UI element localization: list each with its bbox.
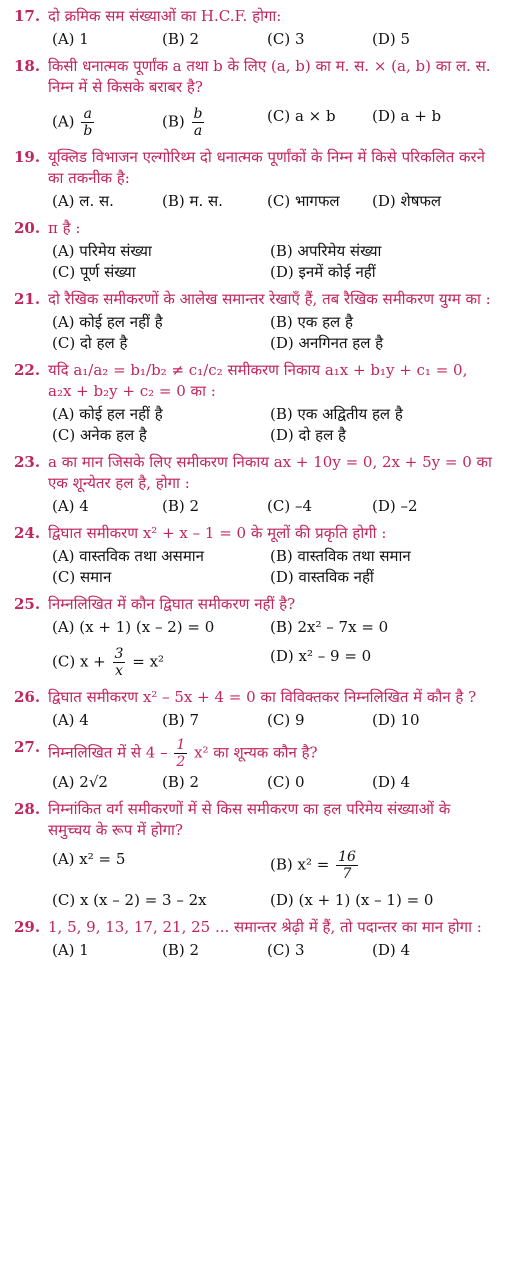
option-b[interactable]: (B) एक हल है	[270, 313, 353, 331]
question-22	[14, 360, 495, 446]
question-text: यूक्लिड विभाजन एल्गोरिथ्म दो धनात्मक पूर्णांकों के निम्न में किसे परिकलित करने का तकनीक है:	[48, 148, 485, 187]
option-c[interactable]: (C) अनेक हल है	[52, 426, 147, 444]
option-b[interactable]: (B) 2	[162, 497, 200, 515]
question-text: निम्नांकित वर्ग समीकरणों में से किस समीकरण का हल परिमेय संख्याओं के समुच्चय के रूप में होगा?	[48, 800, 451, 839]
question-29	[14, 917, 495, 961]
option-label: (A)	[52, 112, 75, 131]
ratio-condition: a₁/a₂ = b₁/b₂ ≠ c₁/c₂	[73, 361, 223, 379]
option-a[interactable]: (A) 4	[52, 711, 89, 729]
option-b[interactable]: (B) 2	[162, 941, 200, 959]
question-18	[14, 56, 495, 139]
question-20	[14, 218, 495, 283]
question-text: निम्नलिखित में कौन द्विघात समीकरण नहीं है?	[48, 595, 296, 613]
question-25	[14, 594, 495, 679]
question-26	[14, 687, 495, 731]
option-b[interactable]: (B) अपरिमेय संख्या	[270, 242, 382, 260]
option-b[interactable]: (B) 2	[162, 30, 200, 48]
question-text: π है :	[48, 219, 81, 237]
option-a[interactable]: (A) परिमेय संख्या	[52, 242, 152, 260]
option-b[interactable]: (B) म. स.	[162, 192, 223, 210]
option-d[interactable]: (D) 4	[372, 941, 411, 959]
option-c[interactable]: (C) –4	[267, 497, 312, 515]
question-text	[48, 360, 495, 402]
option-c[interactable]: (C) x (x – 2) = 3 – 2x	[52, 891, 207, 909]
option-d[interactable]: (D) x² – 9 = 0	[270, 647, 372, 665]
numerator: b	[193, 106, 203, 122]
option-c[interactable]: (C) पूर्ण संख्या	[52, 263, 136, 281]
question-28	[14, 799, 495, 911]
question-21	[14, 289, 495, 354]
question-number: 23.	[14, 453, 41, 471]
question-number: 22.	[14, 361, 41, 379]
question-number: 29.	[14, 918, 41, 936]
option-a[interactable]: (A) 1	[52, 30, 89, 48]
option-label: (B) x² =	[270, 855, 330, 874]
option-d[interactable]: (D) 5	[372, 30, 411, 48]
question-27	[14, 737, 495, 793]
option-c[interactable]: (C) 0	[267, 773, 305, 791]
question-19	[14, 147, 495, 212]
option-c[interactable]: (C) 3	[267, 941, 305, 959]
option-b[interactable]: (B) एक अद्वितीय हल है	[270, 405, 403, 423]
option-d[interactable]: (D) अनगिनत हल है	[270, 334, 384, 352]
fraction	[192, 106, 205, 139]
option-a[interactable]: (A) 4	[52, 497, 89, 515]
question-number: 18.	[14, 57, 41, 75]
question-number: 26.	[14, 688, 41, 706]
option-d[interactable]: (D) –2	[372, 497, 418, 515]
option-b[interactable]: (B) 2	[162, 773, 200, 791]
option-a[interactable]: (A) कोई हल नहीं है	[52, 313, 163, 331]
question-text-main: समीकरण निकाय a₁x + b₁y + c₁ = 0, a₂x + b₂y + c₂ = 0 का :	[48, 361, 468, 400]
question-number: 27.	[14, 738, 41, 756]
option-d[interactable]: (D) इनमें कोई नहीं	[270, 263, 376, 281]
option-b[interactable]	[162, 106, 267, 139]
option-a[interactable]: (A) 1	[52, 941, 89, 959]
question-text-pre: निम्नलिखित में से 4 –	[48, 743, 168, 762]
question-number: 24.	[14, 524, 41, 542]
question-number: 20.	[14, 219, 41, 237]
option-a[interactable]: (A) ल. स.	[52, 192, 114, 210]
question-text	[48, 737, 495, 770]
option-d[interactable]: (D) (x + 1) (x – 1) = 0	[270, 891, 434, 909]
question-text: 1, 5, 9, 13, 17, 21, 25 ... समान्तर श्रेढ़ी में हैं, तो पदान्तर का मान होगा :	[48, 918, 482, 936]
option-d[interactable]: (D) a + b	[372, 107, 442, 125]
option-b[interactable]: (B) 7	[162, 711, 200, 729]
fraction	[174, 737, 187, 770]
question-number: 19.	[14, 148, 41, 166]
option-label: (C) x +	[52, 652, 106, 671]
question-number: 17.	[14, 7, 41, 25]
option-c[interactable]: (C) दो हल है	[52, 334, 128, 352]
question-text: दो रैखिक समीकरणों के आलेख समान्तर रेखाएँ हैं, तब रैखिक समीकरण युग्म का :	[48, 290, 491, 308]
option-c[interactable]: (C) 9	[267, 711, 305, 729]
numerator: 3	[114, 646, 124, 662]
denominator: 2	[176, 754, 186, 770]
option-a[interactable]: (A) x² = 5	[52, 850, 126, 868]
option-d[interactable]: (D) 4	[372, 773, 411, 791]
question-text-pre: यदि	[48, 361, 69, 379]
fraction	[336, 849, 358, 882]
question-24	[14, 523, 495, 588]
denominator: x	[115, 663, 123, 679]
option-label: (B)	[162, 112, 185, 131]
denominator: b	[83, 123, 93, 139]
option-a[interactable]: (A) वास्तविक तथा असमान	[52, 547, 204, 565]
option-c[interactable]: (C) a × b	[267, 107, 336, 125]
fraction	[113, 646, 126, 679]
option-d[interactable]: (D) दो हल है	[270, 426, 346, 444]
option-c[interactable]: (C) समान	[52, 568, 112, 586]
denominator: 7	[342, 866, 352, 882]
option-c[interactable]: (C) भागफल	[267, 192, 340, 210]
question-number: 28.	[14, 800, 41, 818]
question-23	[14, 452, 495, 517]
question-number: 25.	[14, 595, 41, 613]
question-text: दो क्रमिक सम संख्याओं का H.C.F. होगा:	[48, 7, 282, 25]
question-text: किसी धनात्मक पूर्णांक a तथा b के लिए (a, b) का म. स. × (a, b) का ल. स. निम्न में से किसके बराबर है?	[48, 57, 491, 96]
numerator: a	[81, 106, 94, 123]
option-a[interactable]	[52, 106, 162, 139]
option-b[interactable]: (B) 2x² – 7x = 0	[270, 618, 389, 636]
option-a[interactable]: (A) (x + 1) (x – 2) = 0	[52, 618, 215, 636]
question-text: द्विघात समीकरण x² – 5x + 4 = 0 का विविक्तकर निम्नलिखित में कौन है ?	[48, 688, 477, 706]
numerator: 1	[176, 737, 186, 753]
option-d[interactable]: (D) 10	[372, 711, 420, 729]
option-c[interactable]: (C) 3	[267, 30, 305, 48]
option-d[interactable]: (D) वास्तविक नहीं	[270, 568, 374, 586]
question-17	[14, 6, 495, 50]
fraction	[81, 106, 94, 139]
option-c[interactable]	[52, 646, 270, 679]
denominator: a	[193, 123, 203, 139]
option-a[interactable]: (A) कोई हल नहीं है	[52, 405, 163, 423]
option-tail: = x²	[132, 652, 165, 671]
question-number: 21.	[14, 290, 41, 308]
question-text: a का मान जिसके लिए समीकरण निकाय ax + 10y = 0, 2x + 5y = 0 का एक शून्येतर हल है, होगा :	[48, 453, 492, 492]
option-a[interactable]: (A) 2√2	[52, 773, 108, 791]
question-text-main: x² का शून्यक कौन है?	[194, 743, 318, 762]
option-b[interactable]: (B) वास्तविक तथा समान	[270, 547, 411, 565]
option-d[interactable]: (D) शेषफल	[372, 192, 442, 210]
numerator: 16	[338, 849, 356, 865]
option-b[interactable]	[270, 849, 488, 882]
question-text: द्विघात समीकरण x² + x – 1 = 0 के मूलों की प्रकृति होगी :	[48, 524, 387, 542]
